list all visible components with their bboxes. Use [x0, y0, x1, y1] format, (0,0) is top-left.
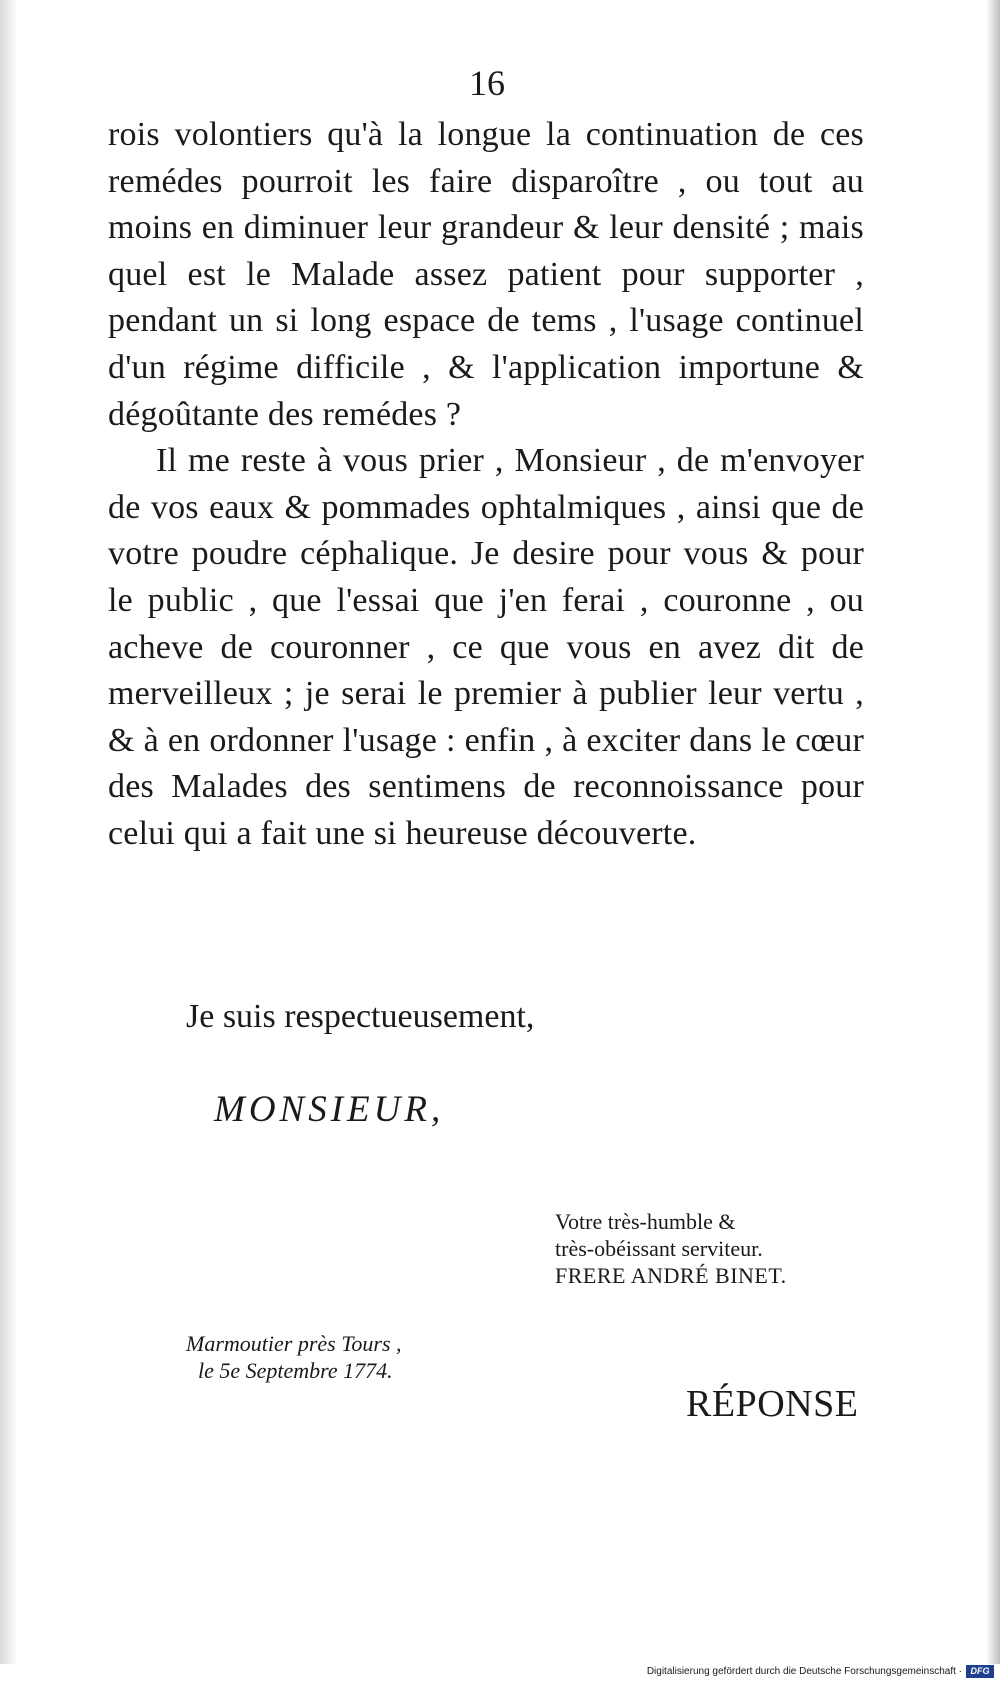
footer-credit: Digitalisierung gefördert durch die Deutsche Forschungsgemeinschaft · [646, 1666, 962, 1677]
signature-line-2: très-obéissant serviteur. [555, 1236, 763, 1261]
signature-line-1: Votre très-humble & [555, 1209, 736, 1234]
scan-gutter-shadow [0, 0, 18, 1682]
closing-line: Je suis respectueusement, [186, 998, 535, 1035]
place-line: Marmoutier près Tours , [186, 1331, 402, 1356]
paragraph-1: rois volontiers qu'à la longue la continuation de ces remédes pourroit les faire disparoître , ou tout au moins en diminuer leur grandeur & leur densité ; mais quel est le Malade assez patient pour supporter , pendant un si long espace de tems , l'usage continuel d'un régime difficile , & l'application importune & dégoûtante des remédes ? [108, 116, 864, 433]
catchword: RÉPONSE [686, 1383, 859, 1425]
body-text [108, 112, 864, 858]
date-line: le 5e Septembre 1774. [198, 1358, 393, 1383]
place-date-block [186, 1330, 402, 1384]
signature-name: FRERE ANDRÉ BINET. [555, 1263, 787, 1288]
salutation: MONSIEUR, [214, 1089, 445, 1130]
signature-block [555, 1208, 787, 1289]
dfg-logo: DFG [966, 1665, 994, 1678]
scan-edge-shadow [986, 0, 1000, 1682]
page-number: 16 [469, 63, 505, 103]
paragraph-2: Il me reste à vous prier , Monsieur , de m'envoyer de vos eaux & pommades ophtalmiques , ainsi que de votre poudre céphalique. Je desire pour vous & pour le public , que l'essai que j'en ferai , couronne , ou acheve de couronner , ce que vous en avez dit de merveilleux ; je serai le premier à publier leur vertu , & à en ordonner l'usage : enfin , à exciter dans le cœur des Malades des sentimens de reconnoissance pour celui qui a fait une si heureuse découverte. [108, 442, 864, 852]
